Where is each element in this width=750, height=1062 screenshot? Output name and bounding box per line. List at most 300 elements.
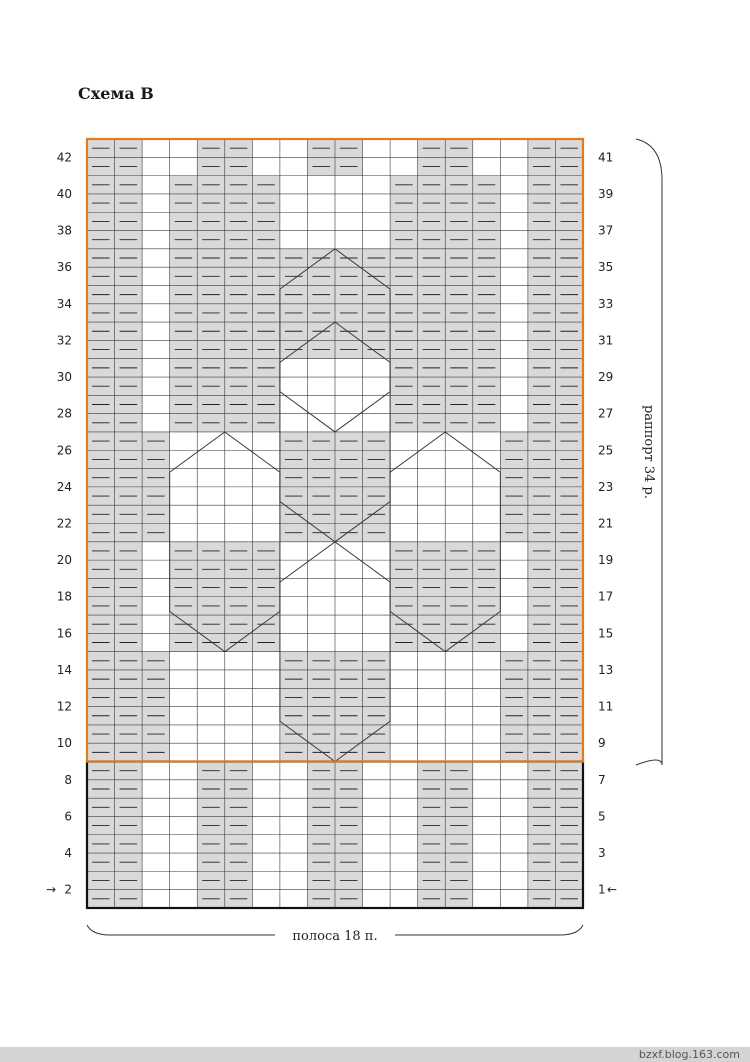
knit-cell xyxy=(307,597,335,615)
knit-cell xyxy=(500,615,528,633)
row-label-right: 41 xyxy=(598,150,614,165)
knit-cell xyxy=(473,707,501,725)
row-label-right: 31 xyxy=(598,333,614,348)
knit-cell xyxy=(335,194,363,212)
knit-cell xyxy=(252,707,280,725)
knit-cell xyxy=(418,725,446,743)
knit-cell xyxy=(142,176,170,194)
knit-cell xyxy=(170,469,198,487)
row-label-right: 33 xyxy=(598,296,614,311)
knit-cell xyxy=(307,359,335,377)
knit-cell xyxy=(363,798,391,816)
knit-cell xyxy=(418,743,446,761)
knit-cell xyxy=(445,505,473,523)
knit-cell xyxy=(252,652,280,670)
knit-cell xyxy=(500,212,528,230)
knit-cell xyxy=(445,469,473,487)
knit-cell xyxy=(418,707,446,725)
knit-cell xyxy=(280,890,308,908)
knit-cell xyxy=(252,157,280,175)
knit-cell xyxy=(170,524,198,542)
band-label: полоса 18 п. xyxy=(292,929,378,944)
knit-cell xyxy=(197,652,225,670)
knit-cell xyxy=(363,395,391,413)
knit-cell xyxy=(280,780,308,798)
knit-cell xyxy=(473,524,501,542)
knit-cell xyxy=(197,524,225,542)
knit-cell xyxy=(252,469,280,487)
knit-cell xyxy=(197,707,225,725)
knit-cell xyxy=(142,578,170,596)
row-label-right: 9 xyxy=(598,736,606,751)
knit-cell xyxy=(500,560,528,578)
row-label-left: 34 xyxy=(56,296,72,311)
knit-cell xyxy=(445,487,473,505)
row-label-right: 5 xyxy=(598,809,606,824)
knit-cell xyxy=(142,816,170,834)
row-label-right: 1 xyxy=(598,882,606,897)
knit-cell xyxy=(500,359,528,377)
knit-cell xyxy=(473,670,501,688)
knit-cell xyxy=(142,835,170,853)
knit-cell xyxy=(225,743,253,761)
knit-cell xyxy=(142,249,170,267)
knit-cell xyxy=(500,597,528,615)
knit-cell xyxy=(473,469,501,487)
knit-cell xyxy=(473,688,501,706)
knit-cell xyxy=(280,194,308,212)
knit-cell xyxy=(335,395,363,413)
knit-cell xyxy=(170,157,198,175)
row-label-right: 15 xyxy=(598,626,614,641)
knit-cell xyxy=(390,871,418,889)
band-brace-right xyxy=(395,925,583,935)
knit-cell xyxy=(418,652,446,670)
knit-cell xyxy=(307,560,335,578)
knit-cell xyxy=(170,835,198,853)
knit-cell xyxy=(170,762,198,780)
knit-cell xyxy=(252,853,280,871)
row-label-left: 6 xyxy=(64,809,72,824)
knit-cell xyxy=(390,469,418,487)
knit-cell xyxy=(280,853,308,871)
knit-cell xyxy=(363,377,391,395)
knit-cell xyxy=(142,157,170,175)
knit-cell xyxy=(473,743,501,761)
knit-cell xyxy=(170,487,198,505)
knit-cell xyxy=(363,633,391,651)
knit-cell xyxy=(363,176,391,194)
knit-cell xyxy=(252,798,280,816)
knit-cell xyxy=(142,560,170,578)
row-label-right: 17 xyxy=(598,589,614,604)
knit-cell xyxy=(500,249,528,267)
knit-cell xyxy=(473,139,501,157)
knit-cell xyxy=(225,487,253,505)
knit-cell xyxy=(500,853,528,871)
knit-cell xyxy=(142,267,170,285)
knit-cell xyxy=(142,414,170,432)
knit-cell xyxy=(445,688,473,706)
knit-cell xyxy=(390,524,418,542)
knit-cell xyxy=(500,542,528,560)
knit-cell xyxy=(280,633,308,651)
knit-cell xyxy=(500,762,528,780)
knit-cell xyxy=(418,505,446,523)
knit-cell xyxy=(252,450,280,468)
knit-cell xyxy=(280,835,308,853)
knit-cell xyxy=(390,835,418,853)
knit-cell xyxy=(390,487,418,505)
knit-cell xyxy=(500,157,528,175)
knit-cell xyxy=(197,505,225,523)
knit-cell xyxy=(500,414,528,432)
knit-cell xyxy=(170,652,198,670)
knit-cell xyxy=(170,743,198,761)
knit-cell xyxy=(335,633,363,651)
knit-cell xyxy=(197,670,225,688)
knit-cell xyxy=(473,780,501,798)
knit-cell xyxy=(363,560,391,578)
knit-cell xyxy=(500,194,528,212)
knit-cell xyxy=(197,450,225,468)
knit-cell xyxy=(390,432,418,450)
knit-cell xyxy=(252,505,280,523)
row-label-right: 27 xyxy=(598,406,614,421)
knit-cell xyxy=(252,762,280,780)
knit-cell xyxy=(170,890,198,908)
knit-cell xyxy=(225,469,253,487)
knit-cell xyxy=(390,780,418,798)
knit-cell xyxy=(390,853,418,871)
row-label-left: 14 xyxy=(56,662,72,677)
knit-cell xyxy=(252,780,280,798)
row-label-right: 7 xyxy=(598,772,606,787)
knit-cell xyxy=(307,377,335,395)
knit-cell xyxy=(445,743,473,761)
knit-cell xyxy=(197,469,225,487)
knit-cell xyxy=(473,835,501,853)
knit-cell xyxy=(280,212,308,230)
knit-cell xyxy=(142,304,170,322)
knit-cell xyxy=(280,231,308,249)
knit-cell xyxy=(252,835,280,853)
knit-cell xyxy=(252,816,280,834)
knit-cell xyxy=(142,798,170,816)
knit-cell xyxy=(142,194,170,212)
row-label-right: 3 xyxy=(598,846,606,861)
knit-cell xyxy=(418,487,446,505)
knit-cell xyxy=(363,835,391,853)
row-label-right: 29 xyxy=(598,370,614,385)
knit-cell xyxy=(390,816,418,834)
knit-cell xyxy=(500,267,528,285)
row-label-right: 23 xyxy=(598,479,614,494)
knit-cell xyxy=(252,487,280,505)
knit-cell xyxy=(170,780,198,798)
knit-cell xyxy=(363,578,391,596)
knit-cell xyxy=(363,816,391,834)
repeat-label: раппорт 34 р. xyxy=(641,404,656,500)
footer-bar xyxy=(0,1047,750,1062)
knit-cell xyxy=(363,157,391,175)
knit-cell xyxy=(363,871,391,889)
row-label-left: 40 xyxy=(56,186,72,201)
knit-cell xyxy=(390,688,418,706)
row-label-left: 30 xyxy=(56,370,72,385)
knit-cell xyxy=(445,450,473,468)
knit-cell xyxy=(142,597,170,615)
knit-cell xyxy=(335,578,363,596)
row-label-left: 24 xyxy=(56,479,72,494)
knit-cell xyxy=(418,450,446,468)
start-arrow-right: ← xyxy=(607,882,618,897)
knit-cell xyxy=(197,725,225,743)
knit-cell xyxy=(473,798,501,816)
knit-cell xyxy=(500,871,528,889)
row-label-right: 21 xyxy=(598,516,614,531)
knit-cell xyxy=(418,688,446,706)
knit-cell xyxy=(142,762,170,780)
knit-cell xyxy=(390,670,418,688)
knit-cell xyxy=(252,890,280,908)
knit-cell xyxy=(390,725,418,743)
knit-cell xyxy=(142,359,170,377)
knit-cell xyxy=(307,231,335,249)
knit-cell xyxy=(170,432,198,450)
knit-cell xyxy=(500,798,528,816)
knit-cell xyxy=(307,176,335,194)
knit-cell xyxy=(500,890,528,908)
knit-cell xyxy=(252,432,280,450)
knit-cell xyxy=(280,414,308,432)
knit-cell xyxy=(500,231,528,249)
knit-cell xyxy=(363,194,391,212)
knit-cell xyxy=(225,652,253,670)
scheme-title: Схема В xyxy=(78,84,154,103)
knit-cell xyxy=(280,157,308,175)
knit-cell xyxy=(390,890,418,908)
knit-cell xyxy=(445,725,473,743)
knit-cell xyxy=(390,505,418,523)
knit-cell xyxy=(142,322,170,340)
knit-cell xyxy=(445,652,473,670)
knit-cell xyxy=(335,359,363,377)
knit-cell xyxy=(445,524,473,542)
knit-cell xyxy=(335,176,363,194)
knit-cell xyxy=(473,505,501,523)
knit-cell xyxy=(500,780,528,798)
knit-cell xyxy=(142,212,170,230)
knit-cell xyxy=(473,432,501,450)
knit-cell xyxy=(473,853,501,871)
knit-cell xyxy=(390,743,418,761)
knit-cell xyxy=(418,524,446,542)
knit-cell xyxy=(363,615,391,633)
knit-cell xyxy=(170,505,198,523)
knit-cell xyxy=(170,871,198,889)
knit-cell xyxy=(142,633,170,651)
row-label-left: 22 xyxy=(56,516,72,531)
knit-cell xyxy=(500,377,528,395)
knit-cell xyxy=(307,395,335,413)
knit-cell xyxy=(473,652,501,670)
row-label-left: 2 xyxy=(64,882,72,897)
knit-cell xyxy=(473,450,501,468)
knit-cell xyxy=(500,176,528,194)
knit-cell xyxy=(500,835,528,853)
knit-cell xyxy=(363,231,391,249)
knit-cell xyxy=(142,615,170,633)
row-label-left: 4 xyxy=(64,846,72,861)
knit-cell xyxy=(473,816,501,834)
knit-cell xyxy=(170,139,198,157)
knit-cell xyxy=(473,871,501,889)
knit-cell xyxy=(445,707,473,725)
knit-cell xyxy=(500,633,528,651)
knit-cell xyxy=(225,524,253,542)
knit-cell xyxy=(280,395,308,413)
knit-cell xyxy=(280,798,308,816)
row-label-right: 25 xyxy=(598,443,614,458)
knit-cell xyxy=(170,798,198,816)
knit-cell xyxy=(473,725,501,743)
knit-cell xyxy=(363,414,391,432)
knit-cell xyxy=(142,377,170,395)
knit-cell xyxy=(335,231,363,249)
knit-cell xyxy=(197,487,225,505)
knit-cell xyxy=(142,853,170,871)
band-brace-left xyxy=(87,925,275,935)
knit-cell xyxy=(142,231,170,249)
knit-cell xyxy=(390,652,418,670)
knit-cell xyxy=(363,359,391,377)
knit-cell xyxy=(418,469,446,487)
row-label-left: 36 xyxy=(56,260,72,275)
row-label-right: 35 xyxy=(598,260,614,275)
knit-cell xyxy=(500,340,528,358)
knit-cell xyxy=(390,707,418,725)
knit-cell xyxy=(252,688,280,706)
knit-cell xyxy=(142,139,170,157)
row-label-left: 20 xyxy=(56,553,72,568)
knit-cell xyxy=(363,139,391,157)
knit-cell xyxy=(280,139,308,157)
knit-cell xyxy=(335,597,363,615)
knit-cell xyxy=(335,560,363,578)
knit-cell xyxy=(363,542,391,560)
knit-cell xyxy=(197,743,225,761)
knit-cell xyxy=(307,578,335,596)
knit-cell xyxy=(170,670,198,688)
knit-cell xyxy=(307,194,335,212)
knit-cell xyxy=(142,542,170,560)
knit-cell xyxy=(225,670,253,688)
knit-cell xyxy=(252,524,280,542)
knit-cell xyxy=(363,890,391,908)
knit-cell xyxy=(307,633,335,651)
knit-cell xyxy=(445,670,473,688)
knit-cell xyxy=(142,871,170,889)
knit-cell xyxy=(418,670,446,688)
knit-cell xyxy=(142,285,170,303)
row-label-right: 37 xyxy=(598,223,614,238)
knit-cell xyxy=(473,762,501,780)
knit-cell xyxy=(225,707,253,725)
footer-watermark: bzxf.blog.163.com xyxy=(638,1048,740,1061)
row-label-left: 26 xyxy=(56,443,72,458)
row-label-right: 13 xyxy=(598,662,614,677)
knit-cell xyxy=(280,377,308,395)
knit-cell xyxy=(142,890,170,908)
knit-cell xyxy=(252,139,280,157)
row-label-left: 8 xyxy=(64,772,72,787)
knit-cell xyxy=(390,762,418,780)
knit-cell xyxy=(500,578,528,596)
row-label-right: 19 xyxy=(598,553,614,568)
start-arrow-left: → xyxy=(46,882,57,897)
knit-cell xyxy=(252,871,280,889)
knit-cell xyxy=(170,816,198,834)
knit-cell xyxy=(335,615,363,633)
knit-cell xyxy=(473,487,501,505)
knit-cell xyxy=(307,615,335,633)
knit-cell xyxy=(363,762,391,780)
row-label-left: 32 xyxy=(56,333,72,348)
row-label-left: 42 xyxy=(56,150,72,165)
knit-cell xyxy=(252,670,280,688)
knit-cell xyxy=(197,688,225,706)
knit-cell xyxy=(280,560,308,578)
knit-cell xyxy=(280,762,308,780)
knit-cell xyxy=(390,450,418,468)
knit-cell xyxy=(500,816,528,834)
knit-cell xyxy=(170,707,198,725)
knit-cell xyxy=(335,212,363,230)
knit-cell xyxy=(280,176,308,194)
row-label-left: 16 xyxy=(56,626,72,641)
row-label-left: 18 xyxy=(56,589,72,604)
knit-cell xyxy=(252,725,280,743)
knit-cell xyxy=(500,285,528,303)
row-label-left: 38 xyxy=(56,223,72,238)
knit-cell xyxy=(280,816,308,834)
knit-cell xyxy=(363,853,391,871)
knit-cell xyxy=(335,377,363,395)
knit-cell xyxy=(363,780,391,798)
knit-cell xyxy=(280,578,308,596)
knit-cell xyxy=(280,359,308,377)
knit-cell xyxy=(252,743,280,761)
knit-cell xyxy=(473,890,501,908)
knit-cell xyxy=(280,597,308,615)
knit-cell xyxy=(170,450,198,468)
knit-cell xyxy=(225,505,253,523)
knit-cell xyxy=(363,212,391,230)
knit-cell xyxy=(170,725,198,743)
knit-cell xyxy=(225,688,253,706)
knit-cell xyxy=(142,395,170,413)
knit-cell xyxy=(390,157,418,175)
knit-cell xyxy=(500,139,528,157)
knit-cell xyxy=(473,157,501,175)
row-label-right: 39 xyxy=(598,186,614,201)
knit-cell xyxy=(170,853,198,871)
row-label-left: 28 xyxy=(56,406,72,421)
knit-cell xyxy=(280,542,308,560)
knit-cell xyxy=(280,615,308,633)
knit-cell xyxy=(363,597,391,615)
